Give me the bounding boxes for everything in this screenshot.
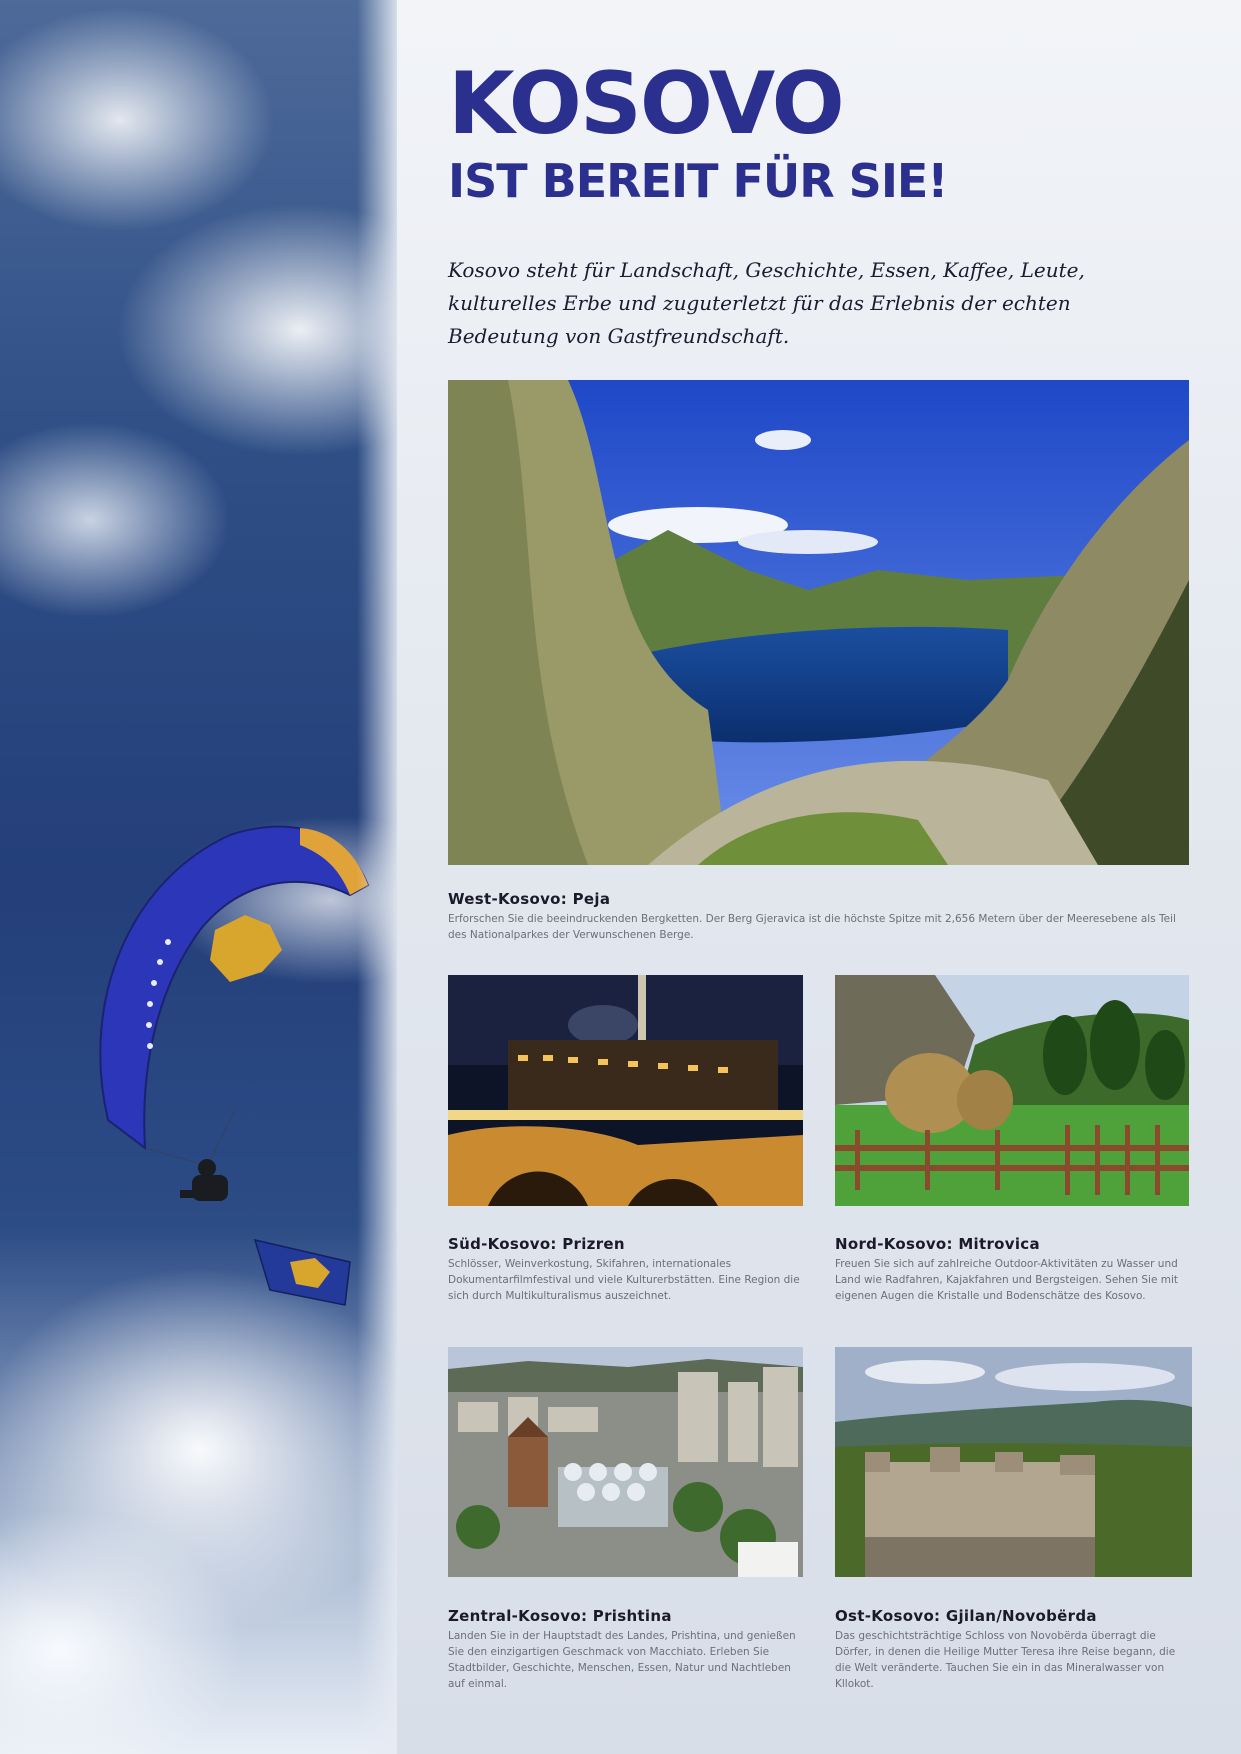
page-subtitle: IST BEREIT FÜR SIE! [448, 154, 948, 208]
caption-title: West-Kosovo: Peja [448, 890, 611, 908]
caption-gjilan-novoberda [835, 1607, 1192, 1692]
caption-text: Landen Sie in der Hauptstadt des Landes, Prishtina, und genießen Sie den einzigartigen Geschmack von Macchiato. Erleben Sie Stadtbilder, Geschichte, Menschen, Essen, Natur und Nachtleben auf einmal. [448, 1630, 796, 1690]
caption-text: Erforschen Sie die beeindruckenden Bergketten. Der Berg Gjeravica ist die höchste Spitze mit 2,656 Metern über der Meeresebene als Teil des Nationalparkes der Verwunschenen Berge. [448, 913, 1176, 941]
caption-title: Ost-Kosovo: Gjilan/Novobërda [835, 1607, 1097, 1625]
photo-peja-mountain-lake [448, 380, 1189, 865]
caption-title: Nord-Kosovo: Mitrovica [835, 1235, 1040, 1253]
caption-text: Das geschichtsträchtige Schloss von Novobërda überragt die Dörfer, in denen die Heilige Mutter Teresa ihre Reise begann, die die Welt veränderte. Tauchen Sie ein in das Mineralwasser von Kllokot. [835, 1630, 1176, 1690]
caption-text: Freuen Sie sich auf zahlreiche Outdoor-Aktivitäten zu Wasser und Land wie Radfahren, Kajakfahren und Bergsteigen. Sehen Sie mit eigenen Augen die Kristalle und Bodenschätze des Kosovo. [835, 1258, 1179, 1302]
paraglider-illustration [0, 0, 397, 1754]
title-block [448, 54, 1208, 208]
intro-text: Kosovo steht für Landschaft, Geschichte, Essen, Kaffee, Leute, kulturelles Erbe und zuguterletzt für das Erlebnis der echten Bedeutung von Gastfreundschaft. [448, 258, 1085, 348]
caption-mitrovica [835, 1235, 1189, 1304]
caption-title: Zentral-Kosovo: Prishtina [448, 1607, 672, 1625]
photo-prizren-night [448, 975, 803, 1206]
caption-peja [448, 890, 1188, 943]
caption-text: Schlösser, Weinverkostung, Skifahren, internationales Dokumentarfilmfestival und viele Kulturerbstätten. Eine Region die sich durch Multikulturalismus auszeichnet. [448, 1258, 800, 1302]
photo-novoberda-fortress [835, 1347, 1192, 1577]
caption-title: Süd-Kosovo: Prizren [448, 1235, 625, 1253]
photo-mitrovica-haystacks [835, 975, 1189, 1206]
page-title: KOSOVO [448, 54, 843, 154]
caption-prishtina [448, 1607, 803, 1692]
sky-photo-panel [0, 0, 397, 1754]
caption-prizren [448, 1235, 803, 1304]
photo-prishtina-city [448, 1347, 803, 1577]
